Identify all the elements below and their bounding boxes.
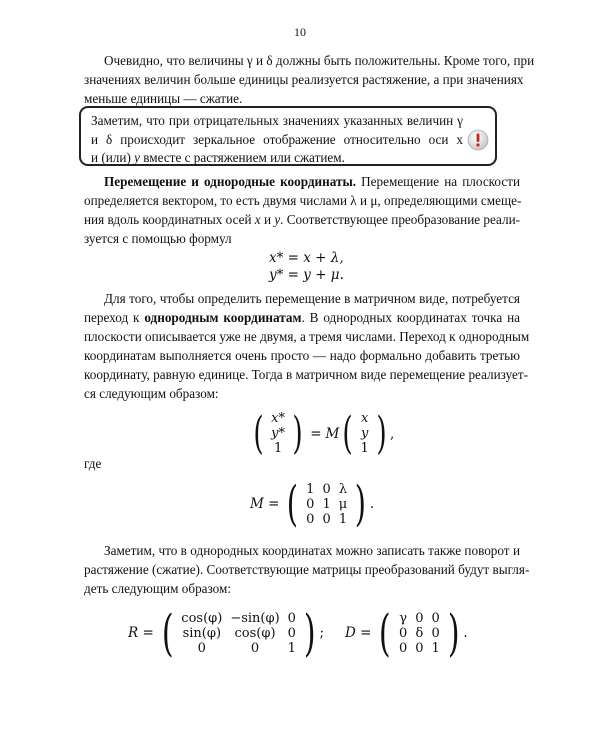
note-line: и δ происходит зеркальное отображение относительно оси x xyxy=(91,131,463,147)
left-paren: ( xyxy=(161,604,174,662)
page-number: 10 xyxy=(294,25,306,39)
matrix-cell: 0 xyxy=(431,625,440,641)
punctuation: ; xyxy=(319,625,325,641)
matrix-cell: 1 xyxy=(287,640,296,656)
note-line: и (или) y вместе с растяжением или сжатием. xyxy=(91,150,345,165)
formula-line: y* = y + μ. xyxy=(269,267,344,283)
right-paren: ) xyxy=(447,604,460,662)
paragraph-rotation-scale xyxy=(84,541,530,598)
formula-matrix-m xyxy=(250,476,374,532)
text-line: ния вдоль координатных осей x и y. Соответствующее преобразование реали- xyxy=(84,212,521,227)
matrix-cell: 0 xyxy=(250,640,260,656)
matrix-m xyxy=(302,482,351,527)
note-box xyxy=(79,106,497,166)
right-paren: ) xyxy=(376,408,387,459)
formula-matrix-d xyxy=(345,604,468,662)
vector-cell: 1 xyxy=(360,441,369,456)
matrix-r xyxy=(177,611,300,656)
text-line: Перемещение и однородные координаты. Перемещение на плоскости xyxy=(104,174,520,189)
matrix-cell: 0 xyxy=(415,640,424,656)
punctuation: . xyxy=(369,496,375,512)
matrix-cell: 0 xyxy=(287,625,296,641)
right-paren: ) xyxy=(303,604,316,662)
matrix-cell: −sin(φ) xyxy=(230,610,280,626)
text-line: Очевидно, что величины γ и δ должны быть положительны. Кроме того, при xyxy=(104,53,535,68)
matrix-cell: 0 xyxy=(306,496,315,512)
text-line: Заметим, что в однородных координатах можно записать также поворот и xyxy=(104,543,520,558)
matrix-cell: 1 xyxy=(338,511,348,527)
vector-cell: y* xyxy=(271,426,286,441)
text-line: координату, равную единице. Тогда в матричном виде перемещение реализует- xyxy=(84,367,529,382)
text-line: растяжение (сжатие). Соответствующие матрицы преобразований будут выгля- xyxy=(84,562,530,577)
matrix-cell: 1 xyxy=(306,481,315,497)
matrix-cell: 0 xyxy=(322,481,331,497)
text-line: определяется вектором, то есть двумя числами λ и μ, определяющими смеще- xyxy=(84,193,522,208)
left-paren: ( xyxy=(253,408,264,459)
vector-left xyxy=(267,411,289,456)
right-paren: ) xyxy=(354,476,367,532)
note-line: Заметим, что при отрицательных значениях указанных величин γ xyxy=(91,113,463,128)
text-line: зуется с помощью формул xyxy=(84,231,232,246)
matrix-lhs: M = xyxy=(250,496,280,512)
left-paren: ( xyxy=(342,408,354,459)
matrix-lhs: R = xyxy=(128,625,154,641)
paragraph-translation xyxy=(84,172,520,248)
vector-cell: 1 xyxy=(273,441,283,456)
matrix-cell: 0 xyxy=(415,610,424,626)
matrix-cell: 1 xyxy=(431,640,440,656)
matrix-d xyxy=(395,611,444,656)
text-line: ся следующим образом: xyxy=(84,386,219,401)
vector-cell: x xyxy=(360,411,369,426)
text-line: меньше единицы — сжатие. xyxy=(84,91,243,106)
text-line: где xyxy=(84,456,102,471)
matrix-cell: 0 xyxy=(306,511,315,527)
matrix-cell: 0 xyxy=(431,610,440,626)
matrix-cell: sin(φ) xyxy=(182,625,222,641)
matrix-cell: γ xyxy=(399,610,407,626)
exclamation-icon xyxy=(467,129,489,151)
text-line: значениях величин больше единицы реализуется растяжение, а при значениях xyxy=(84,72,524,87)
left-paren: ( xyxy=(379,604,392,662)
punctuation: . xyxy=(463,625,468,641)
matrix-cell: λ xyxy=(338,481,348,497)
matrix-cell: μ xyxy=(338,496,348,512)
matrix-cell: 1 xyxy=(322,496,331,512)
matrix-cell: 0 xyxy=(322,511,331,527)
paragraph-where xyxy=(84,454,520,473)
formula-translation xyxy=(269,250,344,284)
text-line: плоскости описывается уже не двумя, а тремя числами. Переход к однородным xyxy=(84,329,530,344)
matrix-cell: cos(φ) xyxy=(181,610,223,626)
text-line: переход к однородным координатам. В однородных координатах точка на xyxy=(84,310,521,325)
paragraph-homogeneous xyxy=(84,289,530,403)
matrix-cell: 0 xyxy=(287,610,296,626)
matrix-cell: 0 xyxy=(398,640,408,656)
matrix-symbol: M xyxy=(325,425,340,442)
vector-cell: x* xyxy=(271,411,286,426)
vector-right xyxy=(357,411,373,456)
paragraph-positivity xyxy=(84,51,535,108)
text-line: Для того, чтобы определить перемещение в матричном виде, потребуется xyxy=(104,291,520,306)
equals-sign: = xyxy=(310,425,322,442)
vector-cell: y xyxy=(360,426,369,441)
right-paren: ) xyxy=(292,408,303,459)
punctuation: , xyxy=(389,425,395,442)
matrix-cell: 0 xyxy=(398,625,408,641)
formula-matrix-r xyxy=(128,604,324,662)
left-paren: ( xyxy=(287,476,299,532)
matrix-cell: cos(φ) xyxy=(234,625,276,641)
formula-matrix-translation xyxy=(250,408,394,459)
text-line: координатам выполняется очень просто — надо формально добавить третью xyxy=(84,348,520,363)
matrix-cell: 0 xyxy=(197,640,206,656)
text-line: деть следующим образом: xyxy=(84,581,231,596)
matrix-cell: δ xyxy=(415,625,424,641)
matrix-lhs: D = xyxy=(345,625,372,641)
formula-line: x* = x + λ, xyxy=(269,250,344,266)
